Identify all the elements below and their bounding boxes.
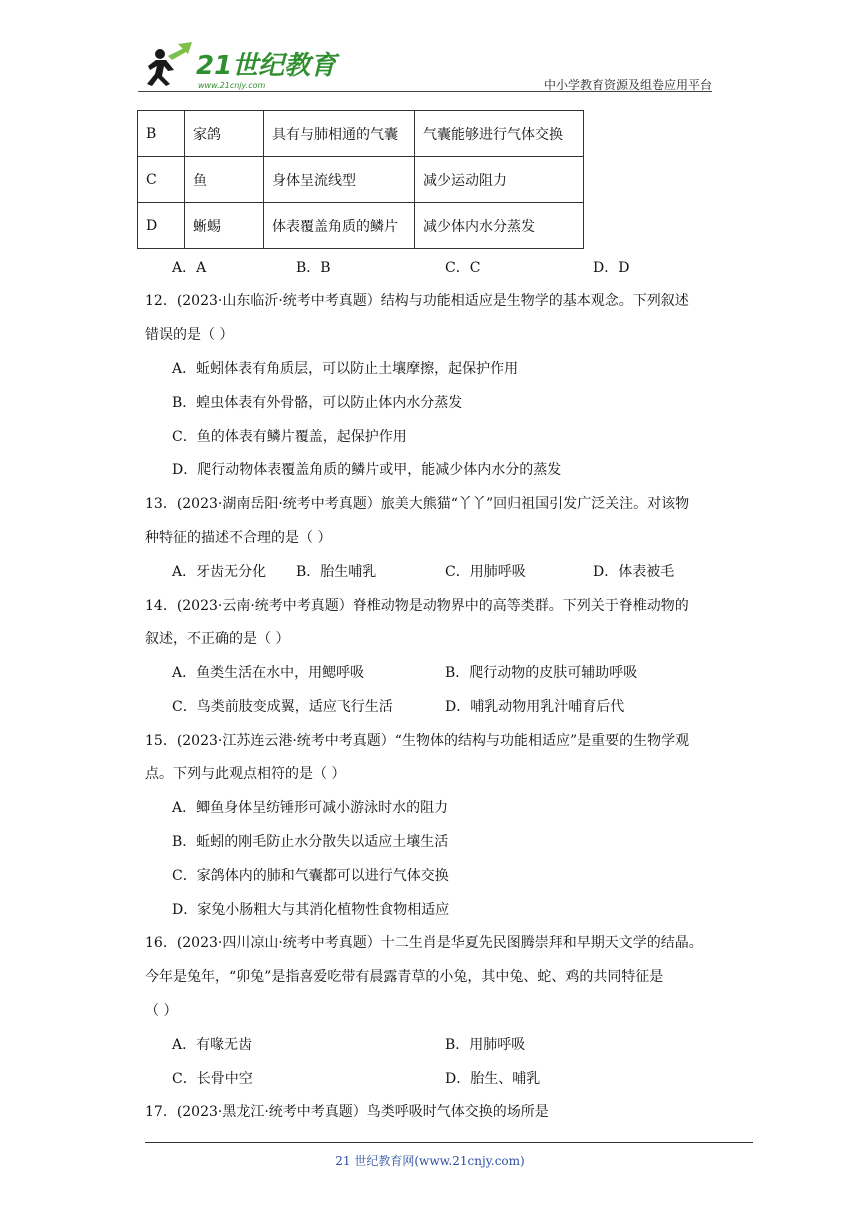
q16-option-a: A．有喙无齿 (172, 1037, 253, 1053)
table-row (138, 157, 584, 203)
q13-option-a: A．牙齿无分化 (172, 564, 267, 580)
q12-option-c: C．鱼的体表有鳞片覆盖，起保护作用 (172, 429, 407, 445)
footer-link[interactable]: 21 世纪教育网(www.21cnjy.com) (335, 1154, 525, 1168)
table-cell: 鱼 (185, 157, 264, 203)
q14-option-c: C．鸟类前肢变成翼，适应飞行生活 (172, 699, 393, 715)
footer-divider (145, 1142, 753, 1143)
q14-option-a: A．鱼类生活在水中，用鳃呼吸 (172, 665, 365, 681)
q13-stem-line2: 种特征的描述不合理的是（ ） (145, 530, 332, 546)
q12-stem-line2: 错误的是（ ） (145, 327, 234, 343)
q11-option-d: D．D (593, 260, 630, 276)
table-cell: 具有与肺相通的气囊 (264, 111, 415, 157)
q14-stem-line1: 14．(2023·云南·统考中考真题）脊椎动物是动物界中的高等类群。下列关于脊椎动物的 (145, 598, 689, 614)
q14-option-d: D．哺乳动物用乳汁哺育后代 (445, 699, 625, 715)
q13-option-c: C．用肺呼吸 (445, 564, 526, 580)
q16-stem-line2: 今年是兔年，“卯兔”是指喜爱吃带有晨露青草的小兔，其中兔、蛇、鸡的共同特征是 (145, 969, 664, 985)
table-cell: D (138, 203, 185, 249)
table-cell: 气囊能够进行气体交换 (415, 111, 584, 157)
q12-option-d: D．爬行动物体表覆盖角质的鳞片或甲，能减少体内水分的蒸发 (172, 462, 562, 478)
q11-option-c: C．C (445, 260, 481, 276)
q13-option-d: D．体表被毛 (593, 564, 675, 580)
q16-option-b: B．用肺呼吸 (445, 1037, 526, 1053)
q15-option-a: A．鲫鱼身体呈纺锤形可减小游泳时水的阻力 (172, 800, 449, 816)
logo-mark: 21世纪教育 (196, 51, 337, 81)
q15-option-d: D．家兔小肠粗大与其消化植物性食物相适应 (172, 902, 450, 918)
logo-url-mark: www.21cnjy.com (198, 81, 266, 90)
table-cell: B (138, 111, 185, 157)
table-cell: 体表覆盖角质的鳞片 (264, 203, 415, 249)
site-logo (138, 40, 337, 92)
q14-stem-line2: 叙述，不正确的是（ ） (145, 631, 290, 647)
q11-option-a: A．A (172, 260, 207, 276)
q13-option-b: B．胎生哺乳 (296, 564, 377, 580)
table-cell: C (138, 157, 185, 203)
header-divider (138, 91, 712, 92)
table-row (138, 111, 584, 157)
table-cell: 减少运动阻力 (415, 157, 584, 203)
table-cell: 家鸽 (185, 111, 264, 157)
q15-stem-line1: 15．(2023·江苏连云港·统考中考真题）“生物体的结构与功能相适应”是重要的生物学观 (145, 733, 690, 749)
page-header (138, 40, 712, 94)
platform-title: 中小学教育资源及组卷应用平台 (543, 78, 712, 92)
q15-option-c: C．家鸽体内的肺和气囊都可以进行气体交换 (172, 868, 449, 884)
q16-stem-line3: （ ） (145, 1003, 178, 1019)
q15-option-b: B．蚯蚓的刚毛防止水分散失以适应土壤生活 (172, 834, 449, 850)
table-row (138, 203, 584, 249)
table-cell: 蜥蜴 (185, 203, 264, 249)
q14-option-b: B．爬行动物的皮肤可辅助呼吸 (445, 665, 638, 681)
table-cell: 减少体内水分蒸发 (415, 203, 584, 249)
q13-stem-line1: 13．(2023·湖南岳阳·统考中考真题）旅美大熊猫“丫丫”回归祖国引发广泛关注。对该物 (145, 496, 690, 512)
q16-option-c: C．长骨中空 (172, 1071, 253, 1087)
q15-stem-line2: 点。下列与此观点相符的是（ ） (145, 766, 346, 782)
runner-icon (147, 42, 192, 86)
q16-stem-line1: 16．(2023·四川凉山·统考中考真题）十二生肖是华夏先民图腾崇拜和早期天文学的结晶。 (145, 935, 703, 951)
options-table (137, 110, 584, 249)
q11-option-b: B．B (296, 260, 331, 276)
q12-stem-line1: 12．(2023·山东临沂·统考中考真题）结构与功能相适应是生物学的基本观念。下列叙述 (145, 293, 689, 309)
q17-stem-line1: 17．(2023·黑龙江·统考中考真题）鸟类呼吸时气体交换的场所是 (145, 1104, 549, 1120)
q16-option-d: D．胎生、哺乳 (445, 1071, 541, 1087)
q12-option-b: B．蝗虫体表有外骨骼，可以防止体内水分蒸发 (172, 395, 463, 411)
table-cell: 身体呈流线型 (264, 157, 415, 203)
q12-option-a: A．蚯蚓体表有角质层，可以防止土壤摩擦，起保护作用 (172, 361, 519, 377)
